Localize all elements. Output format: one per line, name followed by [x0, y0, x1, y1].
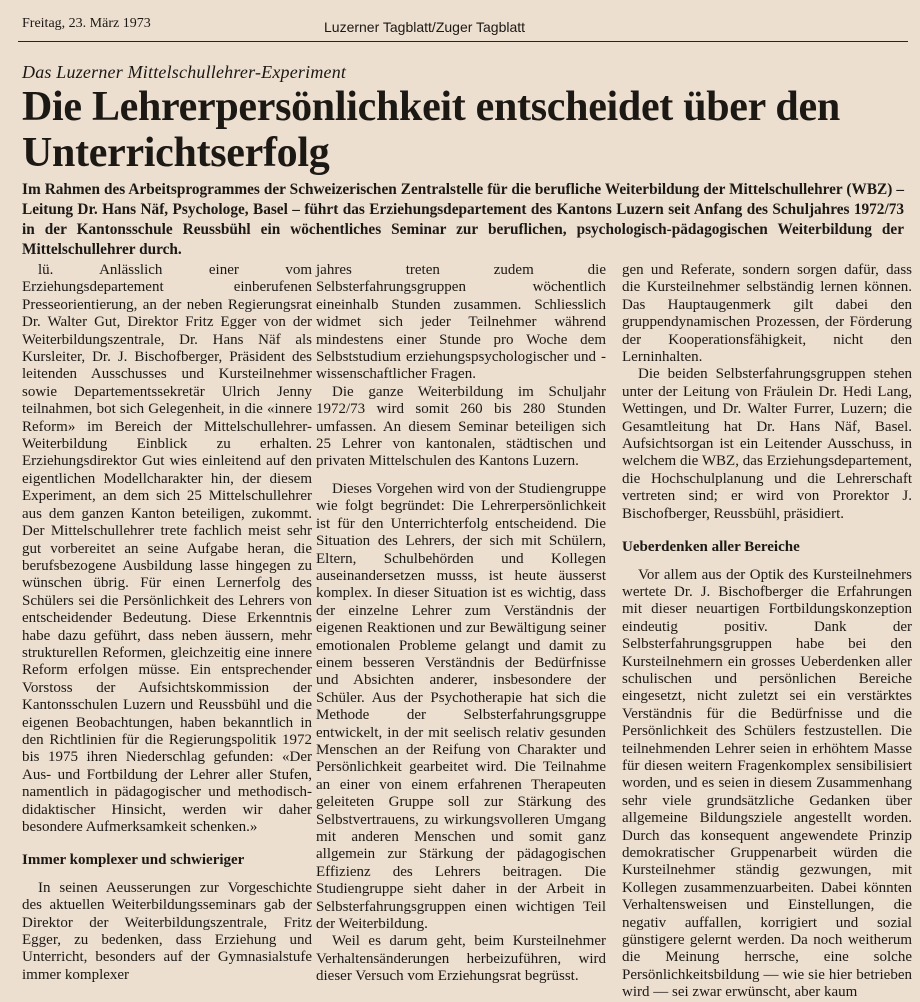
paragraph: jahres treten zudem die Selbsterfahrungsgruppen wöchentlich eineinhalb Stunden zusammen. Schliesslich widmet sich jeder Teilnehmer während mindestens einer Stunde pro Woche dem Selbststudium erziehungspsychologischer und -wissenschaftlicher Fragen. [316, 262, 606, 383]
article-lead: Im Rahmen des Arbeitsprogrammes der Schweizerischen Zentralstelle für die berufliche Weiterbildung der Mittelschullehrer (WBZ) – Leitung Dr. Hans Näf, Psychologe, Basel – führt das Erziehungsdepartement des Kantons Luzern seit Anfang des Schuljahres 1972/73 in der Kantonsschule Reussbühl ein wöchentliches Seminar zur beruflichen, psychologisch-pädagogischen Weiterbildung der Mittelschullehrer durch. [22, 181, 904, 258]
paragraph: Dieses Vorgehen wird von der Studiengruppe wie folgt begründet: Die Lehrerpersönlichkeit ist für den Unterrichterfolg entscheidend. Die Situation des Lehrers, der sich mit Schülern, Eltern, Schulbehörden und Kollegen auseinandersetzen musss, ist heute äusserst komplex. In dieser Situation ist es wichtig, dass der einzelne Lehrer zum Verständnis der eigenen Reaktionen und zur Bewältigung seiner emotionalen Probleme gelangt und damit zu einem besseren Verständnis der Bedürfnisse und Absichten anderer, insbesondere der Schüler. Aus der Psychotherapie hat sich die Methode der Selbsterfahrungsgruppe entwickelt, in der mit seelisch relativ gesunden Menschen an der Reifung von Charakter und Persönlichkeit gearbeitet wird. Die Teilnahme an einer von einem erfahrenen Therapeuten geleiteten Gruppe soll zur Stärkung des Selbstvertrauens, zu wirkungsvolleren Umgang mit anderen Menschen und somit ganz allgemein zur Stärkung der pädagogischen Effizienz des Lehrers beitragen. Die Studiengruppe sieht daher in der Arbeit in Selbsterfahrungsgruppen einen wichtigen Teil der Weiterbildung. [316, 480, 606, 933]
article-headline: Die Lehrerpersönlichkeit entscheidet über den Unterrichtserfolg [22, 84, 840, 176]
newspaper-name: Luzerner Tagblatt/Zuger Tagblatt [324, 19, 526, 35]
text-column-2 [316, 262, 606, 985]
article-kicker: Das Luzerner Mittelschullehrer-Experiment [22, 62, 347, 82]
text-column-3 [622, 262, 912, 1001]
paragraph: Vor allem aus der Optik des Kursteilnehmers wertete Dr. J. Bischofberger die Erfahrungen mit dieser neuartigen Fortbildungskonzeption eindeutig positiv. Dank der Selbsterfahrungsgruppen habe bei den Kursteilnehmern ein grosses Ueberdenken aller schulischen und persönlichen Bereiche eingesetzt, nicht zuletzt sei ein verstärktes Verständnis für die Bedürfnisse und die Persönlichkeit des Schülers festzustellen. Die teilnehmenden Lehrer seien in erhöhtem Masse für diesen weitern Fragenkomplex sensibilisiert worden, und es seien in diesem Zusammenhang sehr viele grundsätzliche Gedanken über allgemeine Bildungsziele angestellt worden. Durch das konsequent angewendete Prinzip demokratischer Gruppenarbeit würden die Kursteilnehmer ständig gezwungen, mit Kollegen zusammenzuarbeiten. Dabei könnten Verhaltensweisen und Einstellungen, die negativ auffallen, korrigiert und sozial günstigere gelernt werden. Da noch weitherum die Meinung herrsche, eine solche Persönlichkeitsbildung — wie sie hier betrieben wird — sei zwar erwünscht, aber kaum [622, 566, 912, 1001]
page-header [0, 0, 920, 40]
paragraph: lü. Anlässlich einer vom Erziehungsdepartement einberufenen Presseorientierung, an der neben Regierungsrat Dr. Walter Gut, Direktor Fritz Egger von der Weiterbildungszentrale, Dr. Hans Näf als Kursleiter, Dr. J. Bischofberger, Präsident des leitenden Ausschusses und Kursteilnehmer sowie Departementssekretär Ulrich Jenny teilnahmen, bot sich Gelegenheit, in die «innere Reform» im Bereich der Mittelschullehrer-Weiterbildung Einblick zu erhalten. Erziehungsdirektor Gut wies einleitend auf den eigentlichen Modellcharakter hin, der diesem Experiment, an dem sich 25 Mittelschullehrer aus dem ganzen Kanton beteiligen, zukommt. Der Mittelschullehrer trete fachlich meist sehr gut vorbereitet an seine Aufgabe heran, die berufsbezogene Ausbildung lasse hingegen zu wünschen übrig. Für einen Lernerfolg des Schülers sei die Persönlichkeit des Lehrers von entscheidender Bedeutung. Diese Erkenntnis habe dazu geführt, dass neben äussern, mehr strukturellen Reformen, gleichzeitig eine innere Reform erfolgen müsse. Ein entsprechender Vorstoss der Aufsichtskommission der Kantonsschulen Luzern und Reussbühl und die eigenen Beobachtungen, haben bekanntlich in den Richtlinien für die Regierungspolitik 1972 bis 1975 ihren Niederschlag gefunden: «Der Aus- und Fortbildung der Lehrer aller Stufen, namentlich in pädagogischer und methodisch-didaktischer Hinsicht, werden wir daher besondere Aufmerksamkeit schenken.» [22, 262, 312, 835]
paragraph: In seinen Aeusserungen zur Vorgeschichte des aktuellen Weiterbildungsseminars gab der Direktor der Weiterbildungszentrale, Fritz Egger, zu bedenken, dass Erziehung und Unterricht, besonders auf der Gymnasialstufe immer komplexer [22, 879, 312, 983]
subheading: Ueberdenken aller Bereiche [622, 539, 800, 556]
issue-date: Freitag, 23. März 1973 [22, 16, 151, 31]
paragraph: Die beiden Selbsterfahrungsgruppen stehen unter der Leitung von Fräulein Dr. Hedi Lang, Wettingen, und Dr. Walter Furrer, Luzern; die Gesamtleitung hat Dr. Hans Näf, Basel. Aufsichtsorgan ist ein Leitender Ausschuss, in welchem die WBZ, das Erziehungsdepartement, die Hochschulplanung und die Lehrerschaft vertreten sind; er wird von Prorektor J. Bischofberger, Reussbühl, präsidiert. [622, 366, 912, 522]
paragraph: Die ganze Weiterbildung im Schuljahr 1972/73 wird somit 260 bis 280 Stunden umfassen. An diesem Seminar beteiligen sich 25 Lehrer von kantonalen, städtischen und privaten Mittelschulen des Kantons Luzern. [316, 383, 606, 470]
paragraph: Weil es darum geht, beim Kursteilnehmer Verhaltensänderungen herbeizuführen, wird dieser Versuch vom Erziehungsrat begrüsst. [316, 933, 606, 985]
paragraph: gen und Referate, sondern sorgen dafür, dass die Kursteilnehmer selbständig lernen können. Das Hauptaugenmerk gilt dabei den gruppendynamischen Prozessen, der Förderung der Kooperationsfähigkeit, nicht den Lerninhalten. [622, 262, 912, 366]
header-rule [18, 41, 908, 42]
text-column-1 [22, 262, 312, 983]
subheading: Immer komplexer und schwieriger [22, 852, 245, 869]
